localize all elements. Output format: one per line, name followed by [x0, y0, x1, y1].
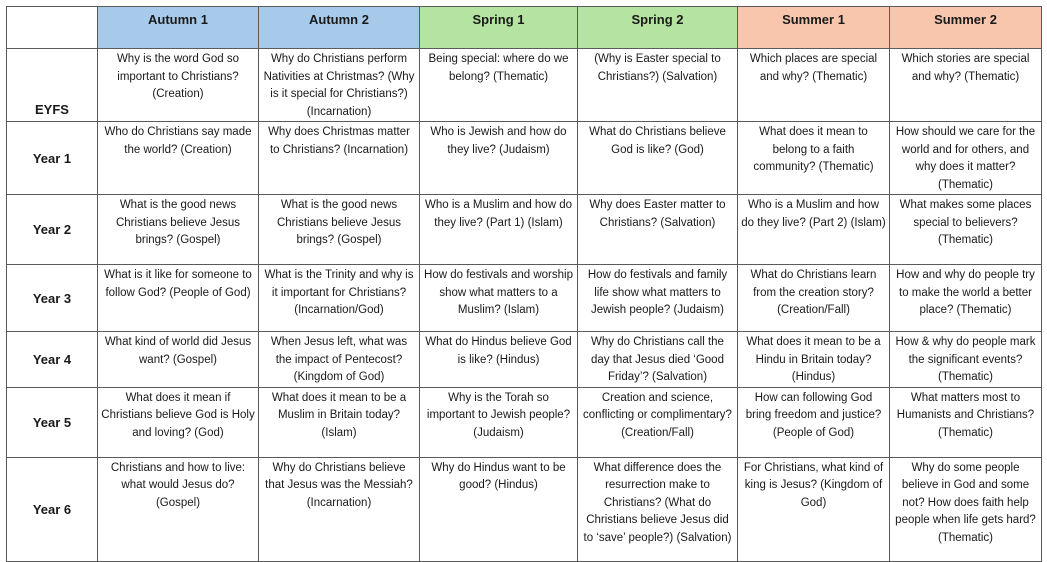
table-cell: What do Christians learn from the creation story? (Creation/Fall): [738, 265, 890, 332]
curriculum-table: [6, 6, 1042, 562]
header-autumn-1: Autumn 1: [98, 7, 259, 49]
table-cell: What does it mean to belong to a faith community? (Thematic): [738, 122, 890, 195]
table-row: [7, 387, 1042, 457]
table-cell: What makes some places special to believers? (Thematic): [890, 195, 1042, 265]
table-row: [7, 122, 1042, 195]
header-autumn-2: Autumn 2: [259, 7, 420, 49]
table-cell: Why do Hindus want to be good? (Hindus): [420, 457, 578, 561]
table-cell: Creation and science, conflicting or complimentary? (Creation/Fall): [578, 387, 738, 457]
table-cell: How do festivals and family life show what matters to Jewish people? (Judaism): [578, 265, 738, 332]
row-label: Year 4: [7, 332, 98, 388]
table-cell: Who is Jewish and how do they live? (Judaism): [420, 122, 578, 195]
table-cell: Which places are special and why? (Thematic): [738, 49, 890, 122]
row-label: Year 6: [7, 457, 98, 561]
table-cell: What do Hindus believe God is like? (Hindus): [420, 332, 578, 388]
table-cell: Why is the Torah so important to Jewish people? (Judaism): [420, 387, 578, 457]
table-row: [7, 265, 1042, 332]
table-cell: How can following God bring freedom and justice? (People of God): [738, 387, 890, 457]
table-cell: Which stories are special and why? (Thematic): [890, 49, 1042, 122]
table-cell: What is the good news Christians believe Jesus brings? (Gospel): [259, 195, 420, 265]
table-cell: How and why do people try to make the world a better place? (Thematic): [890, 265, 1042, 332]
table-row: [7, 457, 1042, 561]
table-cell: What is the good news Christians believe Jesus brings? (Gospel): [98, 195, 259, 265]
table-cell: How & why do people mark the significant events? (Thematic): [890, 332, 1042, 388]
table-cell: Christians and how to live: what would Jesus do? (Gospel): [98, 457, 259, 561]
table-cell: How should we care for the world and for others, and why does it matter? (Thematic): [890, 122, 1042, 195]
table-cell: For Christians, what kind of king is Jesus? (Kingdom of God): [738, 457, 890, 561]
table-cell: Why do Christians believe that Jesus was the Messiah? (Incarnation): [259, 457, 420, 561]
table-cell: Why do some people believe in God and some not? How does faith help people when life gets hard? (Thematic): [890, 457, 1042, 561]
table-cell: What does it mean to be a Muslim in Britain today? (Islam): [259, 387, 420, 457]
table-cell: What does it mean if Christians believe God is Holy and loving? (God): [98, 387, 259, 457]
table-cell: What matters most to Humanists and Christians? (Thematic): [890, 387, 1042, 457]
header-row: [7, 7, 1042, 49]
table-cell: What is it like for someone to follow God? (People of God): [98, 265, 259, 332]
header-spring-2: Spring 2: [578, 7, 738, 49]
row-label: Year 3: [7, 265, 98, 332]
table-row: [7, 49, 1042, 122]
table-cell: Why do Christians perform Nativities at Christmas? (Why is it special for Christians?) (Incarnation): [259, 49, 420, 122]
table-cell: What does it mean to be a Hindu in Britain today? (Hindus): [738, 332, 890, 388]
header-summer-2: Summer 2: [890, 7, 1042, 49]
table-cell: What is the Trinity and why is it important for Christians? (Incarnation/God): [259, 265, 420, 332]
table-row: [7, 195, 1042, 265]
table-cell: What do Christians believe God is like? (God): [578, 122, 738, 195]
table-cell: Being special: where do we belong? (Thematic): [420, 49, 578, 122]
table-cell: Why is the word God so important to Christians? (Creation): [98, 49, 259, 122]
table-cell: What difference does the resurrection make to Christians? (What do Christians believe Jesus did to ‘save’ people?) (Salvation): [578, 457, 738, 561]
row-label: Year 1: [7, 122, 98, 195]
table-cell: How do festivals and worship show what matters to a Muslim? (Islam): [420, 265, 578, 332]
table-cell: What kind of world did Jesus want? (Gospel): [98, 332, 259, 388]
header-spring-1: Spring 1: [420, 7, 578, 49]
table-cell: Why does Christmas matter to Christians? (Incarnation): [259, 122, 420, 195]
row-label: EYFS: [7, 49, 98, 122]
table-cell: Who is a Muslim and how do they live? (Part 2) (Islam): [738, 195, 890, 265]
table-cell: Who is a Muslim and how do they live? (Part 1) (Islam): [420, 195, 578, 265]
table-cell: (Why is Easter special to Christians?) (Salvation): [578, 49, 738, 122]
table-cell: When Jesus left, what was the impact of Pentecost? (Kingdom of God): [259, 332, 420, 388]
table-cell: Why do Christians call the day that Jesus died ‘Good Friday’? (Salvation): [578, 332, 738, 388]
corner-cell: [7, 7, 98, 49]
header-summer-1: Summer 1: [738, 7, 890, 49]
curriculum-overview: [6, 6, 1042, 562]
table-cell: Who do Christians say made the world? (Creation): [98, 122, 259, 195]
row-label: Year 5: [7, 387, 98, 457]
row-label: Year 2: [7, 195, 98, 265]
table-row: [7, 332, 1042, 388]
table-cell: Why does Easter matter to Christians? (Salvation): [578, 195, 738, 265]
